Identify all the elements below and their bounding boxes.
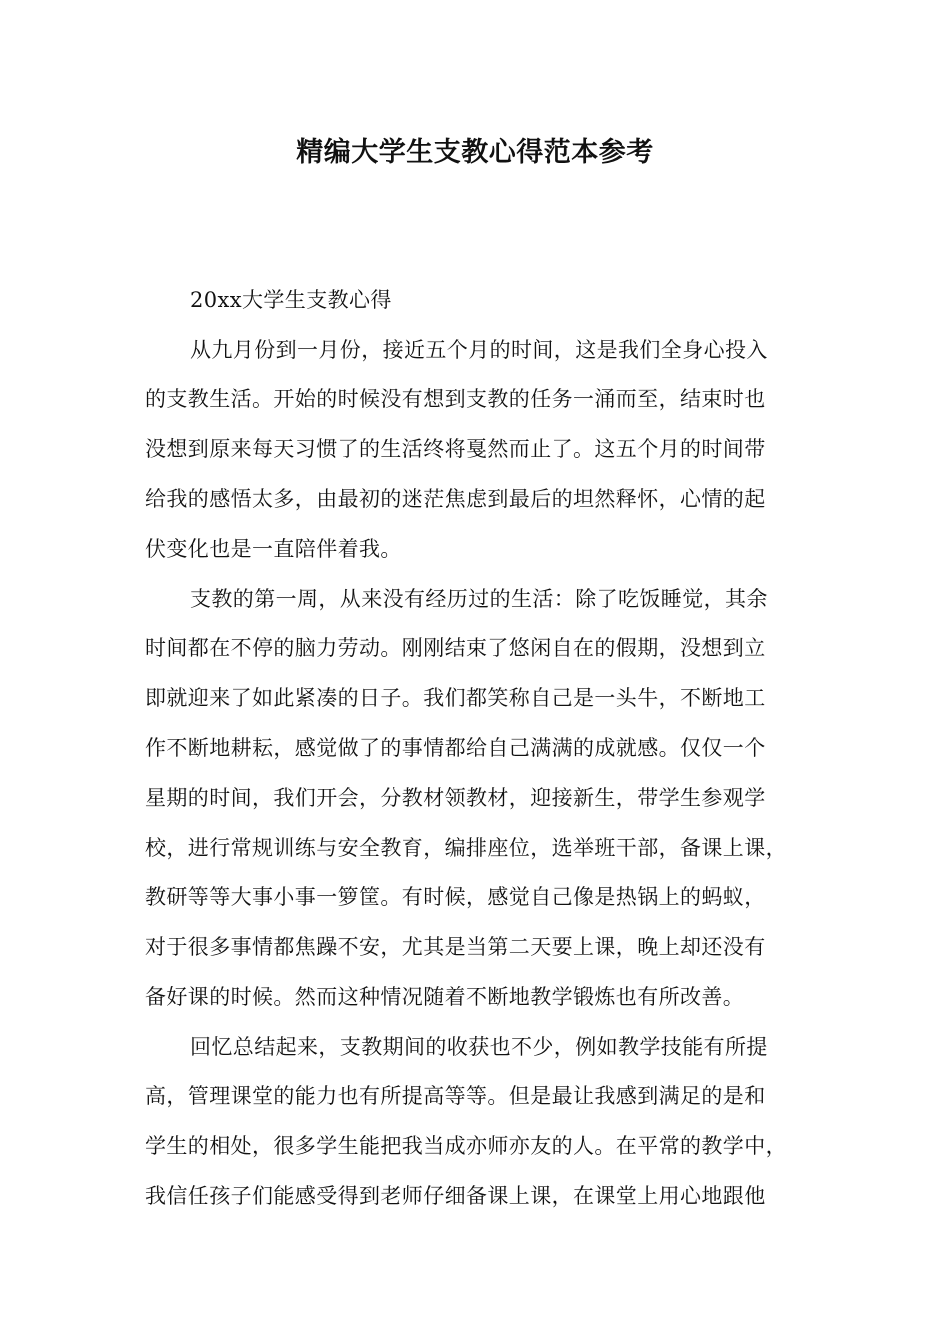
- paragraph-1-line-5: 伏变化也是一直陪伴着我。: [145, 537, 402, 561]
- paragraph-3-line-3: 学生的相处，很多学生能把我当成亦师亦友的人。在平常的教学中，: [145, 1134, 787, 1158]
- paragraph-2-line-6: 校，进行常规训练与安全教育，编排座位，选举班干部，备课上课，: [145, 836, 787, 860]
- paragraph-2-line-7: 教研等等大事小事一箩筐。有时候，感觉自己像是热锅上的蚂蚁，: [145, 885, 766, 909]
- paragraph-2-line-4: 作不断地耕耘，感觉做了的事情都给自己满满的成就感。仅仅一个: [145, 736, 766, 760]
- paragraph-1-line-1: 从九月份到一月份，接近五个月的时间，这是我们全身心投入: [190, 338, 768, 362]
- paragraph-1-line-2: 的支教生活。开始的时候没有想到支教的任务一涌而至，结束时也: [145, 387, 766, 411]
- paragraph-3-line-4: 我信任孩子们能感受得到老师仔细备课上课，在课堂上用心地跟他: [145, 1184, 766, 1208]
- paragraph-2-line-1: 支教的第一周，从来没有经历过的生活：除了吃饭睡觉，其余: [190, 587, 768, 611]
- paragraph-2-line-8: 对于很多事情都焦躁不安，尤其是当第二天要上课，晚上却还没有: [145, 935, 766, 959]
- paragraph-2-line-9: 备好课的时候。然而这种情况随着不断地教学锻炼也有所改善。: [145, 985, 745, 1009]
- paragraph-1-line-4: 给我的感悟太多，由最初的迷茫焦虑到最后的坦然释怀，心情的起: [145, 487, 766, 511]
- paragraph-2-line-3: 即就迎来了如此紧凑的日子。我们都笑称自己是一头牛，不断地工: [145, 686, 766, 710]
- document-title: 精编大学生支教心得范本参考: [296, 137, 654, 168]
- section-heading: 20xx大学生支教心得: [190, 288, 392, 312]
- paragraph-3-line-1: 回忆总结起来，支教期间的收获也不少，例如教学技能有所提: [190, 1035, 768, 1059]
- paragraph-1-line-3: 没想到原来每天习惯了的生活终将戛然而止了。这五个月的时间带: [145, 437, 766, 461]
- paragraph-2-line-5: 星期的时间，我们开会，分教材领教材，迎接新生，带学生参观学: [145, 786, 766, 810]
- paragraph-3-line-2: 高，管理课堂的能力也有所提高等等。但是最让我感到满足的是和: [145, 1084, 766, 1108]
- paragraph-2-line-2: 时间都在不停的脑力劳动。刚刚结束了悠闲自在的假期，没想到立: [145, 636, 766, 660]
